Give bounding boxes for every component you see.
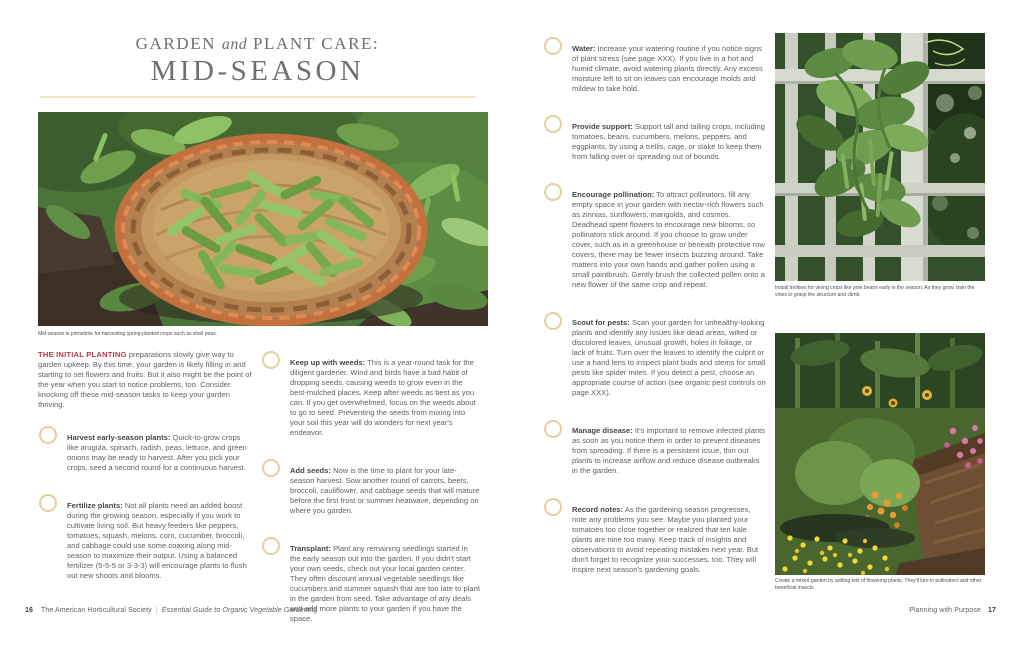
task-text: Not all plants need an added boost during the growing season, especially if you work to cultivate living soil. But heavy feeders like peppers, tomatoes, squash, melons, corn, cucumber, broccoli, and cabbage could use some coaxing along mid-season to maximize their output. Using a balanced fertilizer (5-5-5 or 3-3-3) will encourage plants to flush out new shoots and blooms. bbox=[67, 500, 247, 580]
task-item bbox=[261, 458, 480, 523]
trellis-photo bbox=[775, 33, 985, 281]
task-item bbox=[543, 36, 767, 101]
book-title: Essential Guide to Organic Vegetable Gardening bbox=[161, 607, 318, 614]
task-text: As the gardening season progresses, note any problems you see. Maybe you planted your tomatoes too close together or realized that ten kale plants are nine too many. Keep track of insights and observations to avoid repeating mistakes next year. But don't forget to recognize your successes, too. They will inspire next season's gardening goals. bbox=[572, 504, 759, 574]
intro-lead-in: THE INITIAL PLANTING bbox=[38, 350, 127, 359]
task-item bbox=[261, 350, 480, 445]
task-text: It's important to remove infected plants as soon as you notice them in order to prevent diseases from spreading. If there is a persistent issue, thin out plants to increase airflow and reduce disease outbreaks in the garden. bbox=[572, 426, 766, 476]
pea-harvest-illustration bbox=[38, 112, 488, 326]
task-text: Now is the time to plant for your late-season harvest. Sow another round of carrots, beets, broccoli, cauliflower, and cabbage seeds that will mature before the first frost or summer heatwave, depending on where you garden. bbox=[290, 465, 480, 515]
section-title: Planning with Purpose bbox=[909, 607, 981, 614]
task-text: Quick-to-grow crops like arugula, spinach, radish, peas, lettuce, and green onions may be ready to harvest. After you pick your crops, seed a second round for a continuous harvest. bbox=[67, 432, 247, 472]
checkbox-circle-icon bbox=[262, 459, 280, 477]
checkbox-circle-icon bbox=[544, 37, 562, 55]
mixed-garden-illustration bbox=[775, 333, 985, 575]
task-text: This is a year-round task for the diligent gardener. Wind and birds have a bad habit of dropping seeds, causing weeds to grow even in the best-mulched places. Keep after weeds as best as you can. If you get overwhelmed, focus on the weeds about to go to seed. Preventing the seeds from mixing into your soil this year will do wonders for next year's endeavor. bbox=[290, 357, 476, 437]
page-title-line-2: MID-SEASON bbox=[150, 55, 365, 87]
task-label: Keep up with weeds: bbox=[290, 357, 366, 367]
footer-right bbox=[909, 607, 996, 614]
mixed-garden-photo bbox=[775, 333, 985, 575]
task-label: Fertilize plants: bbox=[67, 500, 123, 510]
task-label: Water: bbox=[572, 43, 596, 53]
checkbox-circle-icon bbox=[544, 115, 562, 133]
task-text: Support tall and tailing crops, including tomatoes, beans, cucumbers, melons, peppers, and eggplants, by using a trellis, cage, or stake to keep them from falling over or spreading out of bounds. bbox=[572, 121, 765, 161]
left-page-column-2 bbox=[261, 350, 480, 645]
page-title-line-1: GARDEN and PLANT CARE: bbox=[135, 34, 380, 53]
checkbox-circle-icon bbox=[544, 420, 562, 438]
right-page-column bbox=[543, 36, 767, 595]
pea-harvest-photo bbox=[38, 112, 488, 326]
task-item bbox=[38, 493, 252, 588]
checkbox-circle-icon bbox=[262, 537, 280, 555]
checkbox-circle-icon bbox=[262, 351, 280, 369]
page-title bbox=[40, 34, 475, 88]
divider-rule bbox=[40, 96, 476, 98]
task-text: To attract pollinators, fill any empty space in your garden with nectar-rich flowers such as zinnias, sunflowers, marigolds, and cosmos. Deadhead spent flowers to encourage new blooms, so pollinators stick around. If you choose to grow under cover, such as in a greenhouse or beneath protective row covers, there may be fewer insects buzzing around. Take matters into your own hands and gather pollen using a small paintbrush. Gently brush the collected pollen onto a new flower of the same crop and repeat. bbox=[572, 189, 765, 289]
task-item bbox=[543, 114, 767, 169]
intro-paragraph: THE INITIAL PLANTING preparations slowly give way to garden upkeep. By this time, your garden is likely filling in and starting to set flowers and fruits. But it also might be the point of the year when you start to notice problems, too. Consider knocking off these mid-season tasks to keep your garden thriving. bbox=[38, 350, 252, 409]
task-label: Encourage pollination: bbox=[572, 189, 655, 199]
pea-photo-caption: Mid-season is primetime for harvesting spring-planted crops such as shell peas. bbox=[38, 331, 218, 337]
checkbox-circle-icon bbox=[39, 494, 57, 512]
checkbox-circle-icon bbox=[544, 498, 562, 516]
checkbox-circle-icon bbox=[544, 312, 562, 330]
publisher-name: The American Horticultural Society bbox=[41, 607, 152, 614]
task-text: Plant any remaining seedlings started in the early season out into the garden. If you didn't start your own seeds, check out your local garden center. They often discount annual vegetable seedlings like cucumbers and summer squash that are too late to plant in the garden from seed. Take advantage of any deals and add more plants to your garden if you have the space. bbox=[290, 543, 480, 623]
trellis-illustration bbox=[775, 33, 985, 281]
task-label: Transplant: bbox=[290, 543, 331, 553]
task-label: Manage disease: bbox=[572, 426, 633, 436]
footer-separator: | bbox=[155, 607, 158, 614]
task-item bbox=[543, 419, 767, 484]
mixed-garden-photo-caption: Create a mixed garden by adding lots of flowering plants. They'll lure in pollinators and other beneficial insects bbox=[775, 578, 982, 591]
task-item bbox=[38, 425, 252, 480]
task-item bbox=[261, 536, 480, 631]
task-item bbox=[543, 311, 767, 406]
task-text: Scan your garden for unhealthy-looking plants and identify any issues like dead areas, wilted or discolored leaves, unusual growth, holes in foliage, or lack of fruits. Turn over the leaves to identify the culprit or use a hand lens to inspect plant buds and stems for small pests like spider mites. If you detect a pest, choose an appropriate course of action (see organic pest controls on page XXX). bbox=[572, 318, 766, 398]
page-number-left: 16 bbox=[25, 607, 33, 614]
task-item bbox=[543, 182, 767, 297]
task-label: Provide support: bbox=[572, 121, 633, 131]
trellis-photo-caption: Install trellises for vining crops like pole beans early in the season. As they grow, train the vines to grasp the structure and climb. bbox=[775, 285, 975, 298]
task-label: Record notes: bbox=[572, 504, 624, 514]
checkbox-circle-icon bbox=[39, 426, 57, 444]
checkbox-circle-icon bbox=[544, 183, 562, 201]
footer-left bbox=[25, 607, 317, 614]
task-label: Add seeds: bbox=[290, 465, 331, 475]
page-number-right: 17 bbox=[988, 607, 996, 614]
task-label: Scout for pests: bbox=[572, 318, 630, 328]
task-label: Harvest early-season plants: bbox=[67, 432, 171, 442]
task-item bbox=[543, 497, 767, 582]
left-page-column-1 bbox=[38, 350, 252, 601]
task-text: Increase your watering routine if you notice signs of plant stress (see page XXX). If you live in a hot and humid climate, avoid watering plants directly. Any excess moisture left to sit on leaves can encourage molds and mildew to take hold. bbox=[572, 43, 763, 93]
